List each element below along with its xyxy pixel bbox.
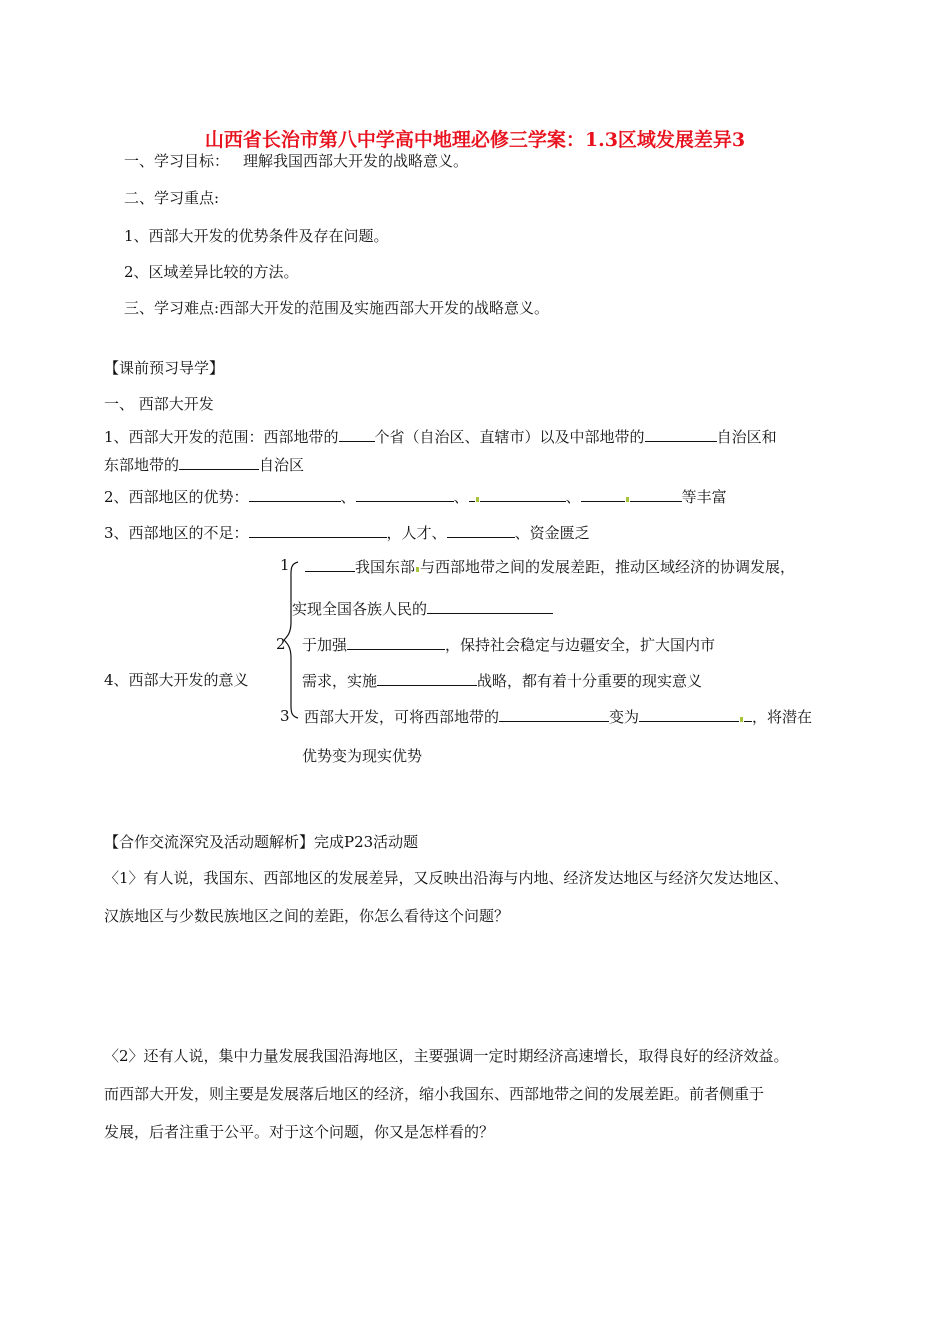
green-mark-icon xyxy=(416,567,419,572)
meaning-num-1: 1 xyxy=(280,556,290,574)
discussion-heading: 【合作交流深究及活动题解析】完成P23活动题 xyxy=(104,833,419,851)
m1-text-b: 与西部地带之间的发展差距，推动区域经济的协调发展， xyxy=(420,558,796,576)
fill-blank[interactable] xyxy=(645,426,717,442)
fill-blank[interactable] xyxy=(179,454,259,470)
question-1-line-1 xyxy=(104,426,777,447)
question-1-line-2 xyxy=(104,454,304,475)
learning-goal-label: 一、学习目标： xyxy=(124,152,230,170)
meaning-num-3: 3 xyxy=(280,707,290,725)
fill-blank[interactable] xyxy=(630,486,682,502)
meaning-3-line-1 xyxy=(304,706,812,727)
q1-text-d: 东部地带的 xyxy=(104,456,180,474)
green-mark-icon xyxy=(476,497,479,502)
fill-blank[interactable] xyxy=(639,706,739,722)
fill-blank[interactable] xyxy=(339,426,375,442)
m3-text-b: 变为 xyxy=(609,708,640,726)
question-3 xyxy=(104,522,590,543)
m1-text-c: 实现全国各族人民的 xyxy=(292,600,428,618)
q3-text-b: ，人才、 xyxy=(386,524,447,542)
fill-blank[interactable] xyxy=(447,522,515,538)
meaning-2-line-2 xyxy=(302,670,702,691)
q2-separator: 、 xyxy=(453,488,469,506)
key-point-1: 1、西部大开发的优势条件及存在问题。 xyxy=(124,227,389,245)
fill-blank[interactable] xyxy=(581,486,625,502)
discussion-q2-line-2 xyxy=(104,1084,764,1104)
discussion-q2-line-1: 〈2〉还有人说，集中力量发展我国沿海地区，主要强调一定时期经济高速增长，取得良好的经济效益。 xyxy=(104,1047,789,1065)
m3-text-c: ，将潜在 xyxy=(752,708,813,726)
q1-text-b: 个省（自治区、直辖市）以及中部地带的 xyxy=(374,428,645,446)
meaning-3-line-2: 优势变为现实优势 xyxy=(302,747,423,765)
q2-text-a: 2、西部地区的优势： xyxy=(104,488,249,506)
preview-heading: 【课前预习导学】 xyxy=(104,359,225,377)
fill-blank[interactable] xyxy=(469,486,475,502)
fill-blank[interactable] xyxy=(356,486,454,502)
q2-separator: 、 xyxy=(340,488,356,506)
key-point-2: 2、区域差异比较的方法。 xyxy=(124,263,299,281)
p2-text-b: 地区的经济，缩小我国东、西部地带之间的发展差距。前者侧重于 xyxy=(329,1085,765,1103)
discussion-q1-line-1: 〈1〉有人说，我国东、西部地区的发展差异，又反映出沿海与内地、经济发达地区与经济欠发达地区、 xyxy=(104,869,789,887)
fill-blank[interactable] xyxy=(744,706,752,722)
green-mark-icon xyxy=(740,717,743,722)
question-4-label: 4、西部大开发的意义 xyxy=(104,671,249,689)
m2-text-b: ，保持社会稳定与边疆安全，扩大国内市 xyxy=(445,636,716,654)
discussion-q2-line-3: 发展，后者注重于公平。对于这个问题，你又是怎样看的？ xyxy=(104,1123,495,1141)
meaning-2-line-1 xyxy=(302,634,715,655)
discussion-q1-line-2: 汉族地区与少数民族地区之间的差距，你怎么看待这个问题？ xyxy=(104,907,510,925)
q1-text-a: 1、西部大开发的范围：西部地带的 xyxy=(104,428,339,446)
fill-blank[interactable] xyxy=(305,556,355,572)
difficult-points: 三、学习难点:西部大开发的范围及实施西部大开发的战略意义。 xyxy=(124,299,550,317)
learning-goal-line xyxy=(124,151,468,171)
q2-separator: 、 xyxy=(565,488,581,506)
fill-blank[interactable] xyxy=(249,486,341,502)
section-west-development: 一、 西部大开发 xyxy=(104,395,214,413)
question-2 xyxy=(104,486,727,507)
meaning-num-2: 2 xyxy=(276,635,286,653)
q3-text-a: 3、西部地区的不足： xyxy=(104,524,249,542)
m2-text-c: 需求，实施 xyxy=(302,672,378,690)
m2-text-d: 战略，都有着十分重要的现实意义 xyxy=(477,672,703,690)
fill-blank[interactable] xyxy=(377,670,477,686)
fill-blank[interactable] xyxy=(427,598,553,614)
q2-text-end: 等丰富 xyxy=(681,488,727,506)
meaning-1-line-1 xyxy=(305,556,795,577)
fill-blank[interactable] xyxy=(347,634,445,650)
q1-text-e: 自治区 xyxy=(259,456,305,474)
q3-text-c: 、资金匮乏 xyxy=(514,524,590,542)
fill-blank[interactable] xyxy=(480,486,566,502)
green-mark-icon xyxy=(626,497,629,502)
fill-blank[interactable] xyxy=(249,522,387,538)
document-title: 山西省长治市第八中学高中地理必修三学案：1.3区域发展差异3 xyxy=(204,129,746,151)
learning-goal-text: 理解我国西部大开发的战略意义。 xyxy=(243,152,469,170)
q1-text-c: 自治区和 xyxy=(716,428,777,446)
fill-blank[interactable] xyxy=(499,706,609,722)
meaning-1-line-2 xyxy=(292,598,553,619)
m1-text-a: 我国东部 xyxy=(355,558,416,576)
m3-text-a: 西部大开发，可将西部地带的 xyxy=(304,708,500,726)
key-points-heading: 二、学习重点: xyxy=(124,189,220,207)
m2-text-a: 于加强 xyxy=(302,636,348,654)
p2-text-a: 而西部大开发，则主要是发展落后 xyxy=(104,1085,330,1103)
